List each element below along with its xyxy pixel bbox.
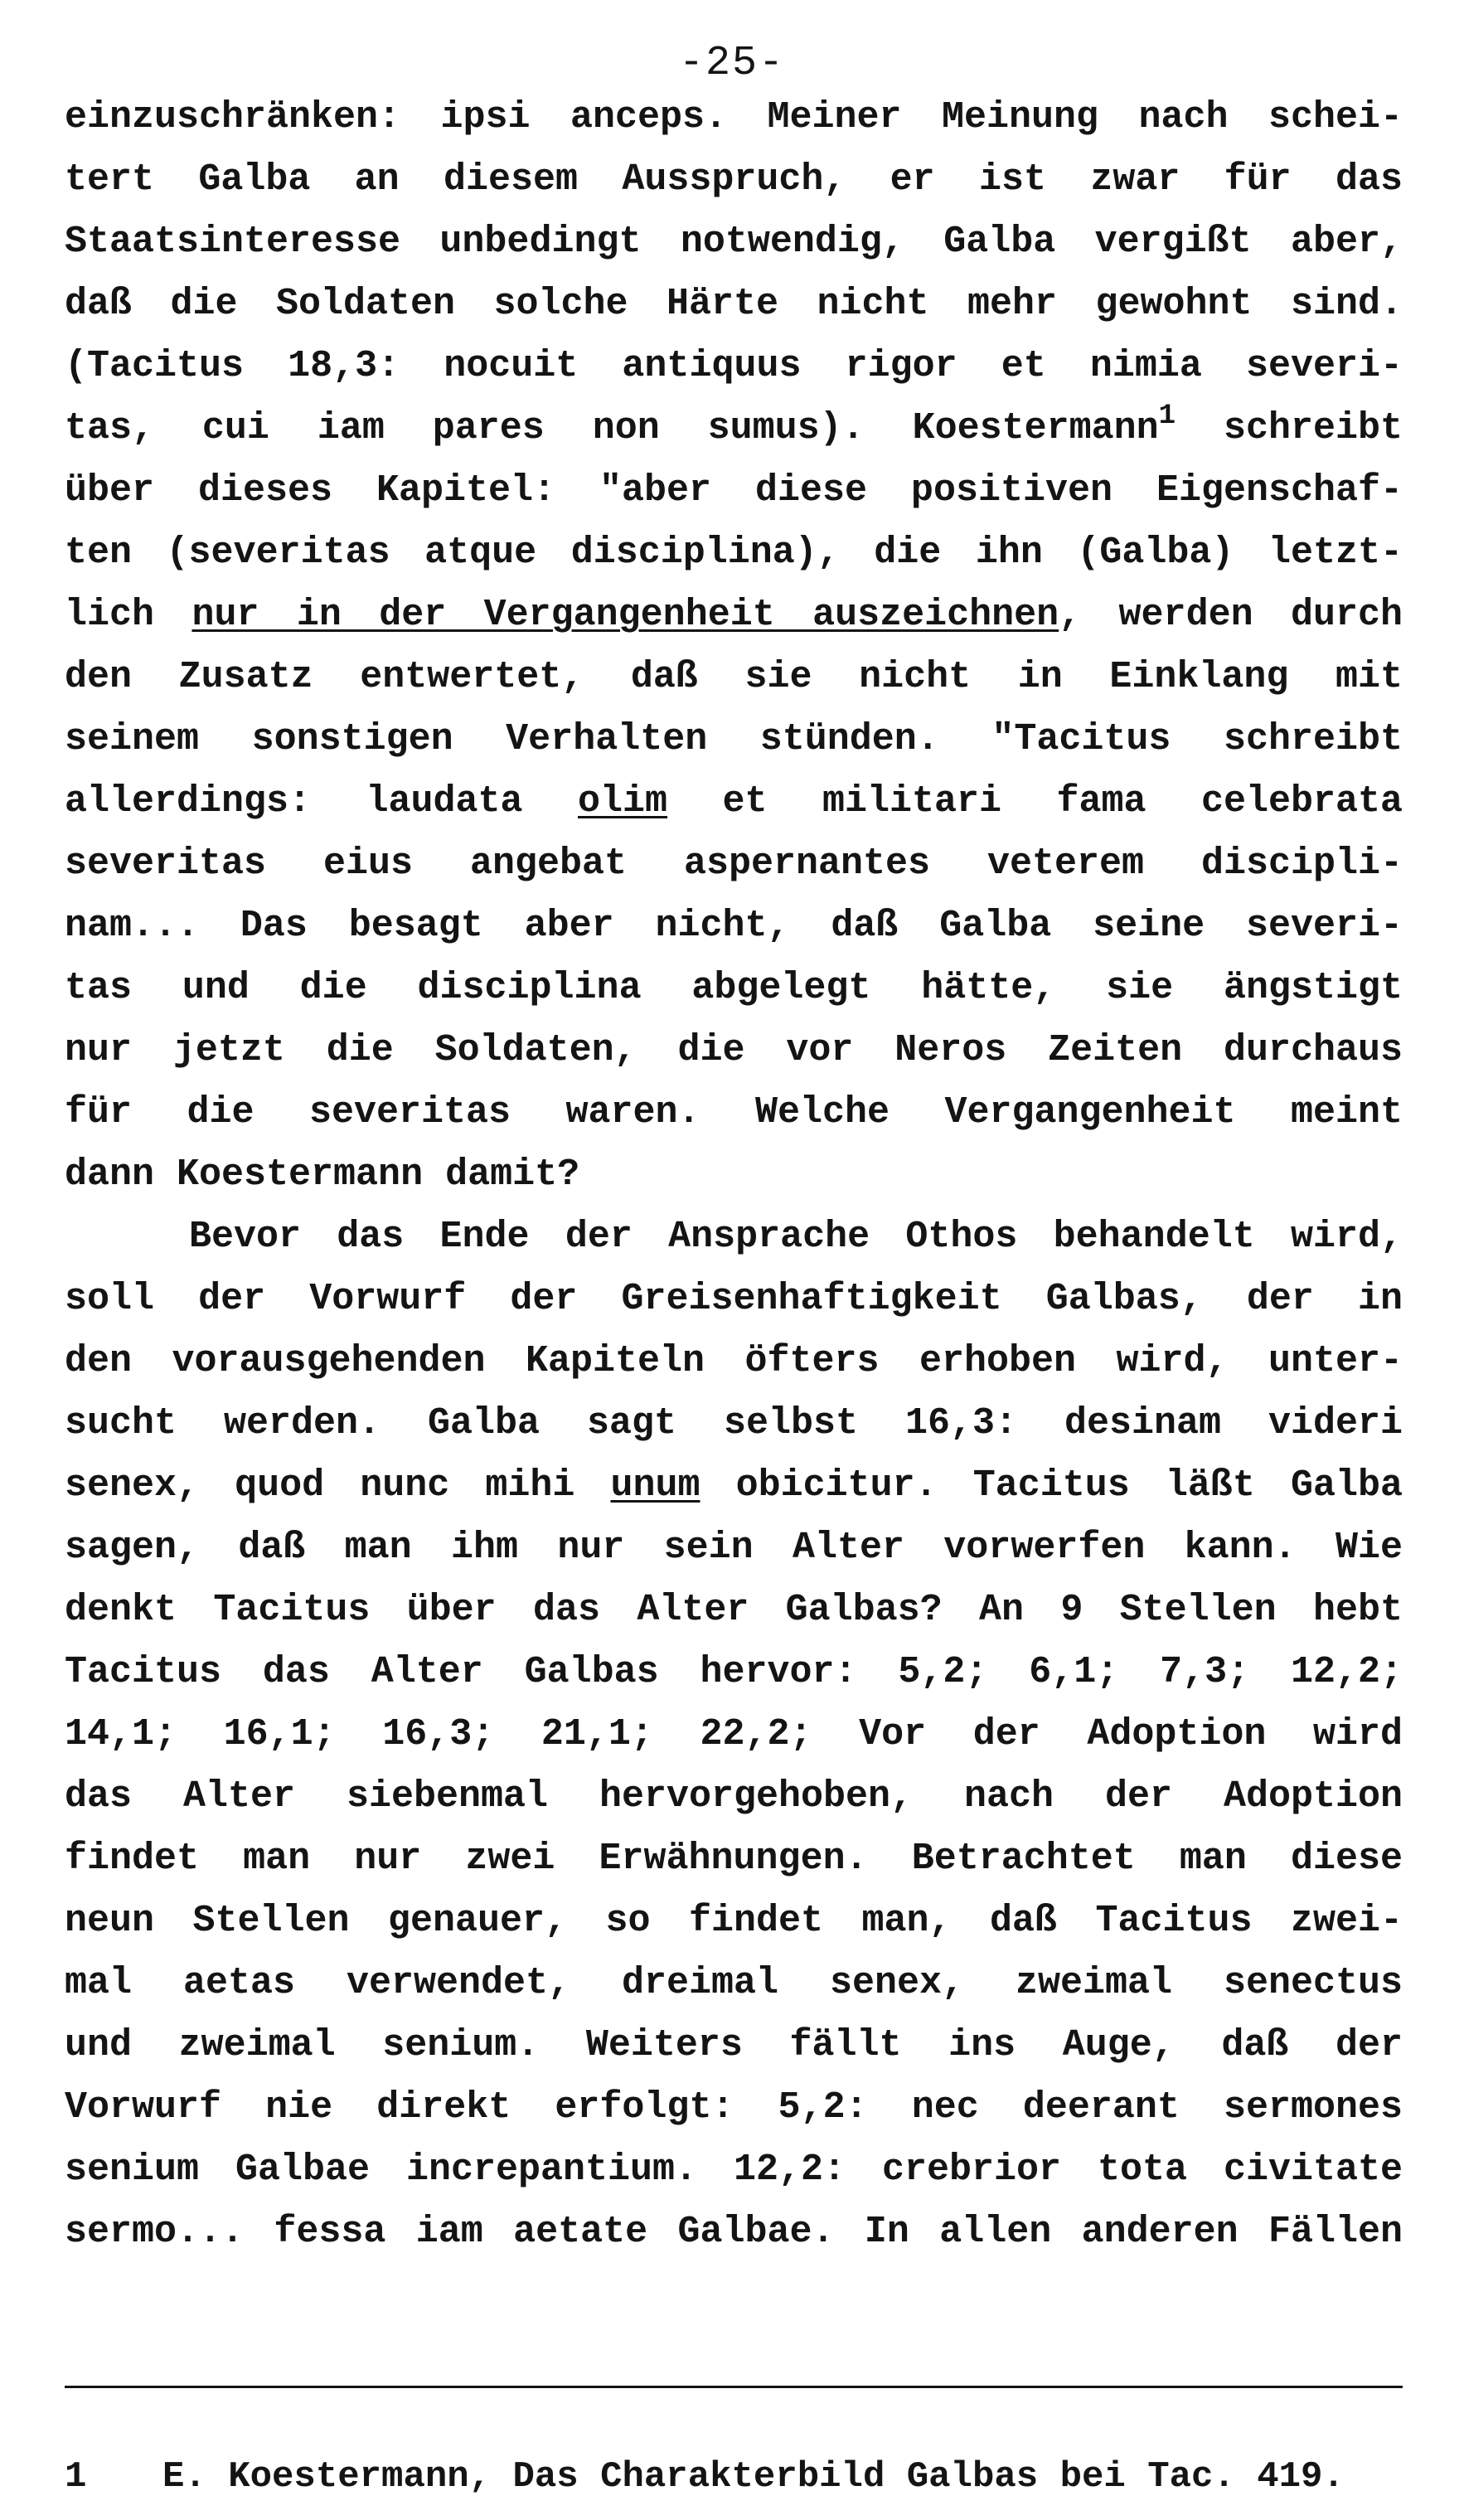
text-line: mal aetas verwendet, dreimal senex, zweimal senectus xyxy=(65,1962,1403,2004)
footnote-number: 1 xyxy=(65,2456,87,2498)
text-line: ten (severitas atque disciplina), die ihn (Galba) letzt- xyxy=(65,532,1403,574)
footnote xyxy=(65,2453,1345,2501)
text-line xyxy=(65,401,1403,456)
text-fragment: , werden durch xyxy=(1059,594,1403,636)
text-line: Vorwurf nie direkt erfolgt: 5,2: nec deerant sermones xyxy=(65,2086,1403,2129)
text-line xyxy=(65,777,1403,827)
text-line: den Zusatz entwertet, daß sie nicht in Einklang mit xyxy=(65,656,1403,698)
text-line: nur jetzt die Soldaten, die vor Neros Zeiten durchaus xyxy=(65,1029,1403,1071)
text-line: daß die Soldaten solche Härte nicht mehr gewohnt sind. xyxy=(65,283,1403,325)
underlined-phrase: nur in der Vergangenheit auszeichnen xyxy=(191,594,1059,636)
text-line: neun Stellen genauer, so findet man, daß Tacitus zwei- xyxy=(65,1900,1403,1942)
text-line: Tacitus das Alter Galbas hervor: 5,2; 6,1; 7,3; 12,2; xyxy=(65,1651,1403,1693)
text-fragment: lich xyxy=(65,594,155,636)
text-line: seinem sonstigen Verhalten stünden. "Tacitus schreibt xyxy=(65,718,1403,760)
text-line: das Alter siebenmal hervorgehoben, nach der Adoption xyxy=(65,1775,1403,1818)
text-line: nam... Das besagt aber nicht, daß Galba seine severi- xyxy=(65,905,1403,947)
text-line: sermo... fessa iam aetate Galbae. In allen anderen Fällen xyxy=(65,2211,1403,2253)
text-fragment: et militari fama celebrata xyxy=(722,780,1403,823)
text-fragment: schreibt xyxy=(1223,407,1403,449)
text-line: tas und die disciplina abgelegt hätte, sie ängstigt xyxy=(65,967,1403,1009)
footnote-divider xyxy=(65,2386,1403,2388)
text-line: dann Koestermann damit? xyxy=(65,1153,580,1196)
page-number: -25- xyxy=(678,40,786,87)
text-line: (Tacitus 18,3: nocuit antiquus rigor et nimia severi- xyxy=(65,345,1403,387)
text-line: sagen, daß man ihm nur sein Alter vorwerfen kann. Wie xyxy=(65,1527,1403,1569)
underlined-word: olim xyxy=(578,780,668,823)
text-line: soll der Vorwurf der Greisenhaftigkeit Galbas, der in xyxy=(65,1278,1403,1320)
text-line: über dieses Kapitel: "aber diese positiven Eigenschaf- xyxy=(65,469,1403,512)
text-line: Staatsinteresse unbedingt notwendig, Galba vergißt aber, xyxy=(65,221,1403,263)
text-line: den vorausgehenden Kapiteln öfters erhoben wird, unter- xyxy=(65,1340,1403,1382)
footnote-text: E. Koestermann, Das Charakterbild Galbas bei Tac. 419. xyxy=(162,2456,1345,2498)
text-fragment: tas, cui iam pares non sumus). Koestermann xyxy=(65,407,1159,449)
text-line: und zweimal senium. Weiters fällt ins Auge, daß der xyxy=(65,2024,1403,2066)
underlined-word: unum xyxy=(610,1464,700,1507)
text-line: denkt Tacitus über das Alter Galbas? An 9 Stellen hebt xyxy=(65,1589,1403,1631)
text-line: 14,1; 16,1; 16,3; 21,1; 22,2; Vor der Adoption wird xyxy=(65,1713,1403,1755)
text-fragment: allerdings: laudata xyxy=(65,780,523,823)
text-line: Bevor das Ende der Ansprache Othos behandelt wird, xyxy=(189,1216,1403,1258)
text-line: severitas eius angebat aspernantes veterem discipli- xyxy=(65,842,1403,885)
text-line: für die severitas waren. Welche Vergangenheit meint xyxy=(65,1091,1403,1134)
text-line: senium Galbae increpantium. 12,2: crebrior tota civitate xyxy=(65,2149,1403,2191)
text-line: findet man nur zwei Erwähnungen. Betrachtet man diese xyxy=(65,1838,1403,1880)
text-fragment: senex, quod nunc mihi xyxy=(65,1464,575,1507)
text-fragment: obicitur. Tacitus läßt Galba xyxy=(735,1464,1403,1507)
text-line xyxy=(65,1461,1403,1511)
text-line xyxy=(65,590,1403,640)
text-line: einzuschränken: ipsi anceps. Meiner Meinung nach schei- xyxy=(65,96,1403,138)
text-line: tert Galba an diesem Ausspruch, er ist zwar für das xyxy=(65,158,1403,201)
footnote-ref: 1 xyxy=(1158,401,1176,432)
text-line: sucht werden. Galba sagt selbst 16,3: desinam videri xyxy=(65,1402,1403,1445)
